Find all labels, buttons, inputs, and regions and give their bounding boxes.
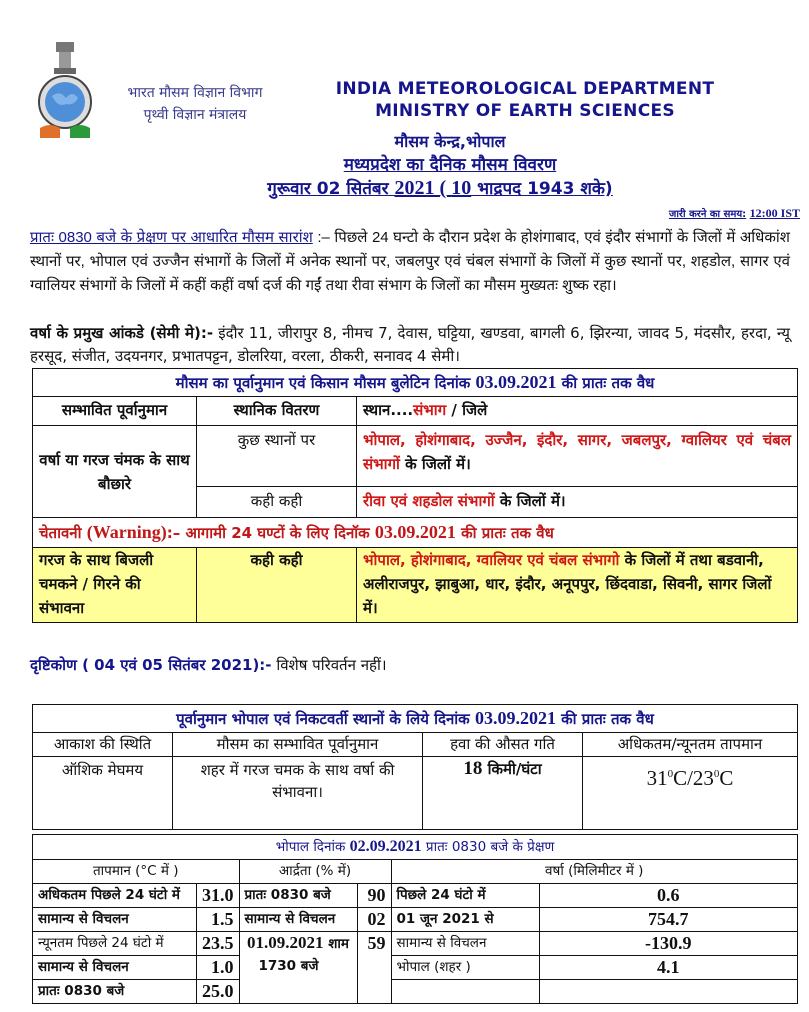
warning-row xyxy=(33,548,798,623)
outlook xyxy=(30,655,387,675)
rainfall-figures xyxy=(30,322,790,368)
warning-label: चेतावनी xyxy=(39,524,87,542)
date-prefix: गुरूवार 02 सितंबर xyxy=(267,179,389,199)
header-humidity: आर्द्रता (% में) xyxy=(239,860,391,884)
observation-table xyxy=(32,834,798,1004)
warning-label-post: :– आगामी 24 घण्टों के लिए दिनॉक xyxy=(166,524,375,542)
temp-label: अधिकतम पिछले 24 घंटो में xyxy=(33,884,197,908)
date-paren: ( xyxy=(434,177,452,199)
table-row xyxy=(33,908,798,932)
observation-title xyxy=(33,835,798,860)
forecast-phenomenon: वर्षा या गरज चंमक के साथ बौछारे xyxy=(33,426,197,518)
sky-condition: ऑशिक मेघमय xyxy=(33,757,173,830)
obs-title-pre: भोपाल दिनांक xyxy=(275,839,350,855)
temp-label: प्रातः 0830 बजे xyxy=(33,980,197,1004)
warning-divisions-red: भोपाल, होशंगाबाद, ग्वालियर एवं चंबल संभागो xyxy=(363,551,620,569)
temp-min: 23 xyxy=(692,766,714,790)
english-org-name xyxy=(325,78,725,122)
forecast-table xyxy=(32,368,798,623)
table-row xyxy=(33,980,798,1004)
issue-time-value: 12:00 IST xyxy=(749,206,800,220)
temp-value: 25.0 xyxy=(197,980,240,1004)
outlook-text: विशेष परिवर्तन नहीं। xyxy=(271,656,387,674)
rain-label: 01 जून 2021 से xyxy=(391,908,539,932)
forecast-title-pre: मौसम का पूर्वानुमान एवं किसान मौसम बुलेटिन दिनांक xyxy=(175,374,476,392)
temp-value: 1.5 xyxy=(197,908,240,932)
header-rainfall: वर्षा (मिलिमीटर में ) xyxy=(391,860,798,884)
rain-label: सामान्य से विचलन xyxy=(391,932,539,956)
humidity-label: प्रातः 0830 बजे xyxy=(239,884,357,908)
humidity-value: 59 xyxy=(357,932,391,1004)
wind-unit: किमी/घंटा xyxy=(482,760,542,778)
forecast-distribution: कुछ स्थानों पर xyxy=(197,426,357,487)
issue-time-label: जारी करने का समय: xyxy=(668,209,747,220)
summary-text: :– पिछले 24 घन्टो के दौरान प्रदेश के होशंगाबाद, एवं इंदौर संभागों के जिलों में अधिकांश स्थानों पर, भोपाल एवं उज्जैन संभागों के जिलों में अनेक स्थानों पर, जबलपुर एवं चंबल संभागों के जिलों में कुछ स्थानों पर, शहडोल, सागर एवं ग्वालियर संभागों के जिलों में कहीं कहीं वर्षा दर्ज की गईं तथा रीवा संभाग के जिलों का मौसम मुख्यतः शुष्क रहा। xyxy=(30,229,790,294)
obs-title-date: 02.09.2021 xyxy=(349,838,422,855)
header-sky: आकाश की स्थिति xyxy=(33,733,173,757)
table-row xyxy=(33,884,798,908)
forecast-distribution: कही कही xyxy=(197,487,357,518)
bhopal-forecast-table xyxy=(32,704,798,830)
hindi-org-line1: भारत मौसम विज्ञान विभाग xyxy=(127,85,263,101)
humidity-label-rest: शाम xyxy=(323,936,349,952)
temp-value: 1.0 xyxy=(197,956,240,980)
hindi-org-line2: पृथ्वी विज्ञान मंत्रालय xyxy=(143,107,247,123)
rain-label-empty xyxy=(391,980,539,1004)
rain-value: -130.9 xyxy=(539,932,798,956)
report-title-text: मध्यप्रदेश का दैनिक मौसम विवरण xyxy=(343,155,557,175)
forecast-divisions-suffix: के जिलों में। xyxy=(494,492,566,510)
temp-max: 31 xyxy=(646,766,668,790)
report-title xyxy=(270,152,630,175)
header-wind: हवा की औसत गति xyxy=(423,733,583,757)
forecast-divisions xyxy=(357,487,798,518)
humidity-label-line2: 1730 बजे xyxy=(258,958,319,974)
bf-title-pre: पूर्वानुमान भोपाल एवं निकटवर्ती स्थानों के लिये दिनांक xyxy=(176,710,475,728)
humidity-value: 02 xyxy=(357,908,391,932)
header-temperature: अधिकतम/न्यूनतम तापमान xyxy=(583,733,798,757)
hindi-org-name xyxy=(110,82,280,126)
temp-value: 31.0 xyxy=(197,884,240,908)
warning-date: 03.09.2021 xyxy=(374,522,456,542)
weather-forecast: शहर में गरज चमक के साथ वर्षा की संभावना। xyxy=(173,757,423,830)
rain-value-empty xyxy=(539,980,798,1004)
header-weather: मौसम का सम्भावित पूर्वानुमान xyxy=(173,733,423,757)
outlook-lead: दृष्टिकोण ( 04 एवं 05 सितंबर 2021):- xyxy=(30,656,272,674)
imd-emblem-icon xyxy=(30,40,100,140)
forecast-divisions xyxy=(357,426,798,487)
english-org-line1: INDIA METEOROLOGICAL DEPARTMENT xyxy=(335,79,715,99)
rain-label: पिछले 24 घंटो में xyxy=(391,884,539,908)
forecast-divisions-red: भोपाल, होशंगाबाद, उज्जैन, इंदौर, सागर, जबलपुर, ग्वालियर एवं चंबल संभागों xyxy=(363,431,791,473)
forecast-divisions-suffix: के जिलों में। xyxy=(399,455,471,473)
obs-title-post: प्रातः 0830 बजे के प्रेक्षण xyxy=(421,839,555,855)
forecast-title-post: की प्रातः तक वैध xyxy=(556,374,655,392)
bhopal-forecast-title xyxy=(33,705,798,733)
header-spatial-distribution: स्थानिक वितरण xyxy=(197,397,357,426)
temp-label: सामान्य से विचलन xyxy=(33,956,197,980)
forecast-divisions-red: रीवा एवं शहडोल संभागों xyxy=(363,492,495,510)
report-date xyxy=(230,176,650,200)
header-place xyxy=(357,397,798,426)
temp-max-min: $31^0C/23^0C$ xyxy=(583,757,798,830)
temp-value: 23.5 xyxy=(197,932,240,956)
header-place-text: स्थान.... xyxy=(363,401,414,419)
warning-distribution: कही कही xyxy=(197,548,357,623)
rainfall-lead: वर्षा के प्रमुख आंकडे (सेमी मे):- xyxy=(30,324,214,342)
temp-label: न्यूनतम पिछले 24 घंटो में xyxy=(33,932,197,956)
humidity-label-date: 01.09.2021 xyxy=(247,933,324,952)
header-temperature: तापमान (°C में ) xyxy=(33,860,240,884)
rain-value: 0.6 xyxy=(539,884,798,908)
forecast-title xyxy=(33,369,798,397)
table-row xyxy=(33,932,798,956)
warning-phenomenon: गरज के साथ बिजली चमकने / गिरने की संभावना xyxy=(33,548,197,623)
weather-centre: मौसम केन्द्र,भोपाल xyxy=(394,132,506,151)
summary-lead: प्रातः 0830 बजे के प्रेक्षण पर आधारित मौसम सारांश xyxy=(30,229,313,246)
rain-label: भोपाल (शहर ) xyxy=(391,956,539,980)
rain-value: 4.1 xyxy=(539,956,798,980)
wind-speed xyxy=(423,757,583,830)
forecast-title-date: 03.09.2021 xyxy=(475,372,557,392)
warning-divisions-suffix: के जिलों में तथा बडवानी, अलीराजपुर, झाबुआ, धार, इंदौर, अनूपपुर, छिंदवाडा, सिवनी, सागर जिलों में। xyxy=(363,551,772,617)
humidity-label xyxy=(239,932,357,1004)
saka-day: 10 xyxy=(451,177,472,199)
bf-title-post: की प्रातः तक वैध xyxy=(555,710,654,728)
temp-label: सामान्य से विचलन xyxy=(33,908,197,932)
rain-value: 754.7 xyxy=(539,908,798,932)
header-division: संभाग xyxy=(413,401,447,419)
warning-label-en: (Warning) xyxy=(86,522,167,542)
warning-valid: की प्रातः तक वैध xyxy=(455,524,554,542)
english-org-line2: MINISTRY OF EARTH SCIENCES xyxy=(375,101,675,121)
warning-title xyxy=(33,518,798,548)
weather-summary xyxy=(30,226,790,298)
temp-unit: C xyxy=(673,766,688,790)
table-row xyxy=(33,956,798,980)
header-probable-forecast: सम्भावित पूर्वानुमान xyxy=(33,397,197,426)
temp-unit: C xyxy=(719,766,734,790)
bf-title-date: 03.09.2021 xyxy=(474,708,556,728)
header-district: / जिले xyxy=(446,401,488,419)
date-year: 2021 xyxy=(394,177,435,199)
humidity-label: सामान्य से विचलन xyxy=(239,908,357,932)
table-row xyxy=(33,426,798,487)
wind-value: 18 xyxy=(463,758,483,779)
warning-divisions xyxy=(357,548,798,623)
issue-time xyxy=(560,206,800,221)
humidity-value: 90 xyxy=(357,884,391,908)
saka-rest: भाद्रपद 1943 शके) xyxy=(471,179,613,199)
rainfall-text: इंदौर 11, जीरापुर 8, नीमच 7, देवास, घट्टिया, खण्डवा, बागली 6, झिरन्या, जावद 5, मंदसौर, हरदा, न्यू हरसूद, संजीत, उदयनगर, प्रभातपट्टन, डोलरिया, वरला, ठीकरी, सनावद 4 सेमी। xyxy=(30,324,790,365)
